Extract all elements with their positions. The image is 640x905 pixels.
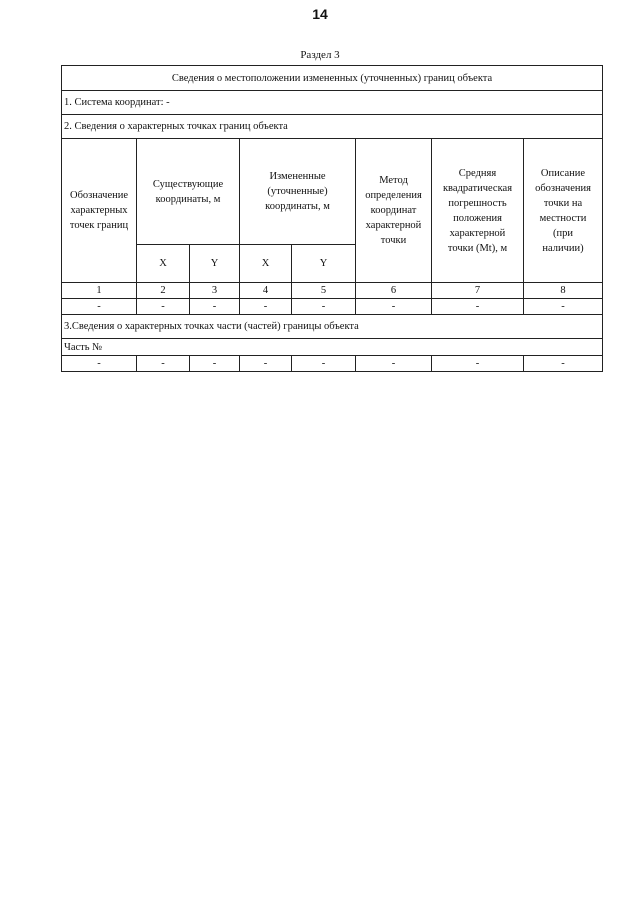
header-description: Описание обозначения точки на местности (при наличии) bbox=[524, 139, 603, 283]
table-cell: - bbox=[432, 356, 524, 372]
part-label-row bbox=[62, 339, 603, 356]
header-changed-coords: Измененные (уточненные) координаты, м bbox=[240, 139, 356, 245]
column-number: 3 bbox=[190, 283, 240, 299]
column-number: 2 bbox=[137, 283, 190, 299]
column-number: 8 bbox=[524, 283, 603, 299]
table-title: Сведения о местоположении измененных (уточненных) границ объекта bbox=[62, 66, 603, 91]
table-title-row bbox=[62, 66, 603, 91]
part-heading: 3.Сведения о характерных точках части (частей) границы объекта bbox=[62, 315, 603, 339]
coord-system-row bbox=[62, 91, 603, 115]
page-number: 14 bbox=[312, 6, 328, 22]
table-cell: - bbox=[356, 356, 432, 372]
header-designation: Обозначение характерных точек границ bbox=[62, 139, 137, 283]
coord-system: 1. Система координат: - bbox=[62, 91, 603, 115]
table-cell: - bbox=[356, 299, 432, 315]
column-number-row bbox=[62, 283, 603, 299]
part-label: Часть № bbox=[62, 339, 603, 356]
column-number: 4 bbox=[240, 283, 292, 299]
table-cell: - bbox=[524, 356, 603, 372]
header-changed-x: X bbox=[240, 245, 292, 283]
boundary-points-table bbox=[61, 65, 603, 372]
table-row bbox=[62, 356, 603, 372]
column-number: 6 bbox=[356, 283, 432, 299]
table-cell: - bbox=[137, 299, 190, 315]
table-cell: - bbox=[137, 356, 190, 372]
header-error: Средняя квадратическая погрешность положения характерной точки (Mt), м bbox=[432, 139, 524, 283]
table-row bbox=[62, 299, 603, 315]
header-existing-coords: Существующие координаты, м bbox=[137, 139, 240, 245]
section-title: Раздел 3 bbox=[300, 49, 340, 61]
column-number: 1 bbox=[62, 283, 137, 299]
part-heading-row bbox=[62, 315, 603, 339]
points-heading: 2. Сведения о характерных точках границ объекта bbox=[62, 115, 603, 139]
table-cell: - bbox=[62, 299, 137, 315]
column-number: 7 bbox=[432, 283, 524, 299]
column-number: 5 bbox=[292, 283, 356, 299]
table-cell: - bbox=[62, 356, 137, 372]
header-row-1 bbox=[62, 139, 603, 245]
table-cell: - bbox=[292, 299, 356, 315]
points-heading-row bbox=[62, 115, 603, 139]
table-cell: - bbox=[292, 356, 356, 372]
header-existing-x: X bbox=[137, 245, 190, 283]
header-existing-y: Y bbox=[190, 245, 240, 283]
header-method: Метод определения координат характерной точки bbox=[356, 139, 432, 283]
table-cell: - bbox=[240, 299, 292, 315]
table-cell: - bbox=[190, 299, 240, 315]
table-cell: - bbox=[524, 299, 603, 315]
table-cell: - bbox=[240, 356, 292, 372]
table-cell: - bbox=[432, 299, 524, 315]
table-cell: - bbox=[190, 356, 240, 372]
header-changed-y: Y bbox=[292, 245, 356, 283]
